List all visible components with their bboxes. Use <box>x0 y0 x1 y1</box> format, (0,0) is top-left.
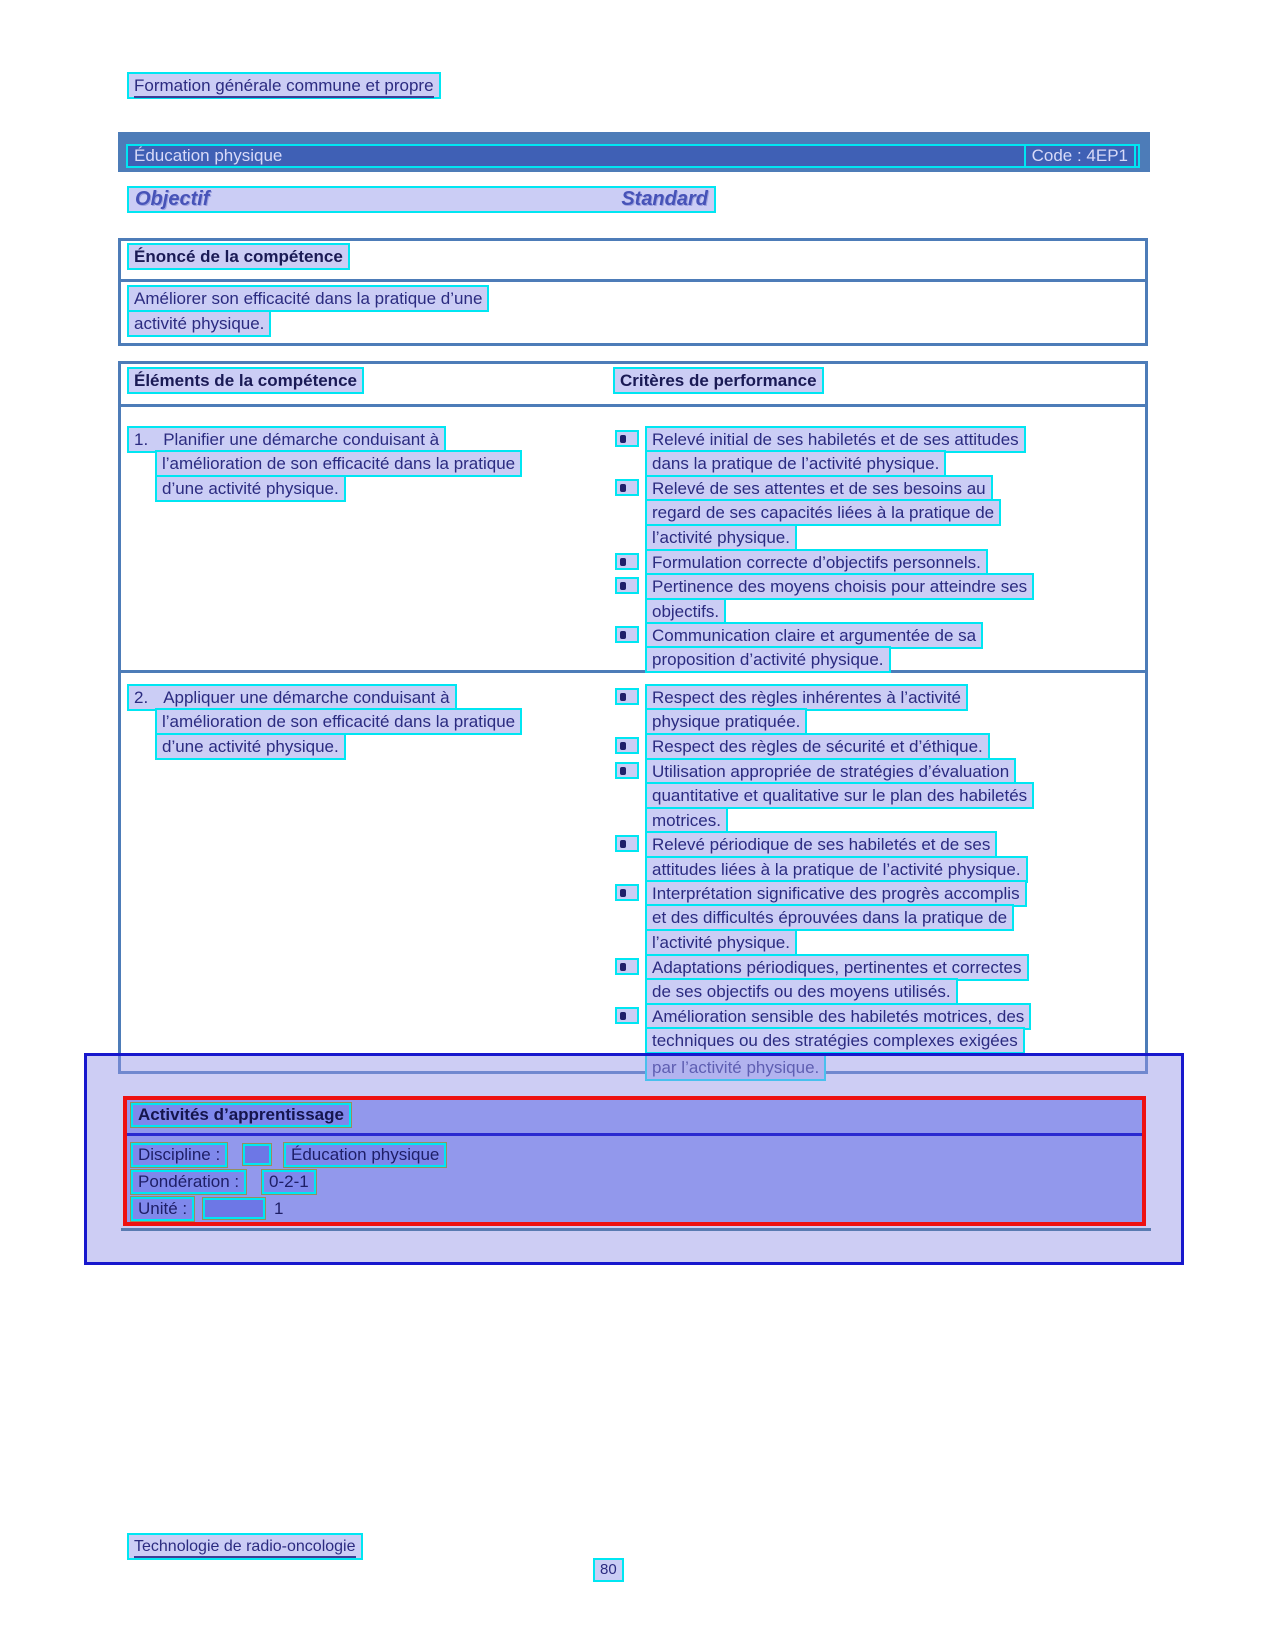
enonce-header: Énoncé de la compétence <box>127 243 350 270</box>
bullet-icon <box>615 737 639 754</box>
spacer-box <box>243 1144 271 1165</box>
r1c5-line1: Communication claire et argumentée de sa <box>645 622 983 649</box>
row1-element-line1 <box>127 426 446 453</box>
r2c1-line2: physique pratiquée. <box>645 708 807 735</box>
r1c5-line2: proposition d’activité physique. <box>645 646 891 673</box>
enonce-line-1: Améliorer son efficacité dans la pratique d’une <box>127 285 489 312</box>
ponderation-value: 0-2-1 <box>262 1170 316 1194</box>
row2-element-line1 <box>127 684 457 711</box>
row2-element-line2: l’amélioration de son efficacité dans la pratique <box>155 708 522 735</box>
r2c5-line3: l’activité physique. <box>645 929 797 956</box>
bullet-dot-icon <box>620 1012 626 1020</box>
bullet-icon <box>615 430 639 447</box>
title-bar-highlight <box>126 144 1140 168</box>
bullet-dot-icon <box>620 963 626 971</box>
bullet-dot-icon <box>620 840 626 848</box>
activities-header: Activités d’apprentissage <box>131 1103 351 1127</box>
row1-element-text1: Planifier une démarche conduisant à <box>163 430 440 449</box>
bullet-icon <box>615 884 639 901</box>
r1c2-line1: Relevé de ses attentes et de ses besoins au <box>645 475 993 502</box>
r2c7-line3: par l’activité physique. <box>645 1054 826 1081</box>
unite-label: Unité : <box>131 1197 194 1221</box>
objectif-heading: Objectif <box>135 188 210 210</box>
r2c5-line2: et des difficultés éprouvées dans la pratique de <box>645 904 1014 931</box>
r2c4-line2: attitudes liées à la pratique de l’activité physique. <box>645 856 1028 883</box>
bullet-dot-icon <box>620 435 626 443</box>
row1-element-line2: l’amélioration de son efficacité dans la pratique <box>155 450 522 477</box>
row1-number: 1. <box>134 430 149 449</box>
footer-program-text: Technologie de radio-oncologie <box>134 1538 356 1558</box>
competence-row-divider <box>118 670 1148 673</box>
r1c2-line3: l’activité physique. <box>645 524 797 551</box>
unite-value: 1 <box>274 1199 284 1218</box>
r2c6-line2: de ses objectifs ou des moyens utilisés. <box>645 978 958 1005</box>
bullet-dot-icon <box>620 889 626 897</box>
r1c4-line1: Pertinence des moyens choisis pour atteindre ses <box>645 573 1034 600</box>
row2-number: 2. <box>134 688 149 707</box>
bullet-icon <box>615 553 639 570</box>
bullet-icon <box>615 688 639 705</box>
ponderation-label: Pondération : <box>131 1170 246 1194</box>
page-heading-text: Formation générale commune et propre <box>134 76 434 98</box>
bullet-dot-icon <box>620 558 626 566</box>
bullet-icon <box>615 479 639 496</box>
r1c1-line1: Relevé initial de ses habiletés et de ses attitudes <box>645 426 1026 453</box>
enonce-table-divider <box>118 279 1148 282</box>
r2c2-line1: Respect des règles de sécurité et d’éthique. <box>645 733 990 760</box>
footer-program <box>127 1533 363 1560</box>
r2c1-line1: Respect des règles inhérentes à l’activité <box>645 684 968 711</box>
course-title: Éducation physique <box>134 146 283 165</box>
competence-header-divider <box>118 404 1148 407</box>
bullet-icon <box>615 1007 639 1024</box>
spacer-box <box>203 1198 265 1219</box>
row2-element-line3: d’une activité physique. <box>155 733 346 760</box>
r1c3-line1: Formulation correcte d’objectifs personnels. <box>645 549 988 576</box>
page-heading <box>127 72 441 99</box>
r2c3-line3: motrices. <box>645 807 728 834</box>
activities-table-bottom-border <box>121 1228 1151 1231</box>
r2c7-line1: Amélioration sensible des habiletés motrices, des <box>645 1003 1031 1030</box>
bullet-dot-icon <box>620 767 626 775</box>
r2c3-line1: Utilisation appropriée de stratégies d’évaluation <box>645 758 1016 785</box>
enonce-line-2: activité physique. <box>127 310 271 337</box>
bullet-icon <box>615 626 639 643</box>
row1-element-line3: d’une activité physique. <box>155 475 346 502</box>
bullet-dot-icon <box>620 693 626 701</box>
bullet-dot-icon <box>620 582 626 590</box>
r2c3-line2: quantitative et qualitative sur le plan des habiletés <box>645 782 1034 809</box>
bullet-icon <box>615 577 639 594</box>
r2c5-line1: Interprétation significative des progrès accomplis <box>645 880 1027 907</box>
discipline-label: Discipline : <box>131 1143 227 1167</box>
bullet-dot-icon <box>620 631 626 639</box>
bullet-dot-icon <box>620 484 626 492</box>
r1c4-line2: objectifs. <box>645 598 726 625</box>
bullet-icon <box>615 958 639 975</box>
col2-header: Critères de performance <box>613 367 824 394</box>
r2c7-line2: techniques ou des stratégies complexes exigées <box>645 1027 1025 1054</box>
r2c6-line1: Adaptations périodiques, pertinentes et correctes <box>645 954 1029 981</box>
section-heads <box>127 186 716 213</box>
col1-header: Éléments de la compétence <box>127 367 364 394</box>
row2-element-text1: Appliquer une démarche conduisant à <box>163 688 450 707</box>
page-number: 80 <box>593 1558 624 1582</box>
bullet-dot-icon <box>620 742 626 750</box>
bullet-icon <box>615 835 639 852</box>
r2c4-line1: Relevé périodique de ses habiletés et de ses <box>645 831 997 858</box>
course-code: Code : 4EP1 <box>1024 144 1136 168</box>
r1c2-line2: regard de ses capacités liées à la pratique de <box>645 499 1001 526</box>
standard-heading: Standard <box>621 188 708 210</box>
r1c1-line2: dans la pratique de l’activité physique. <box>645 450 946 477</box>
discipline-value: Éducation physique <box>284 1143 446 1167</box>
bullet-icon <box>615 762 639 779</box>
activities-header-divider <box>127 1133 1142 1136</box>
